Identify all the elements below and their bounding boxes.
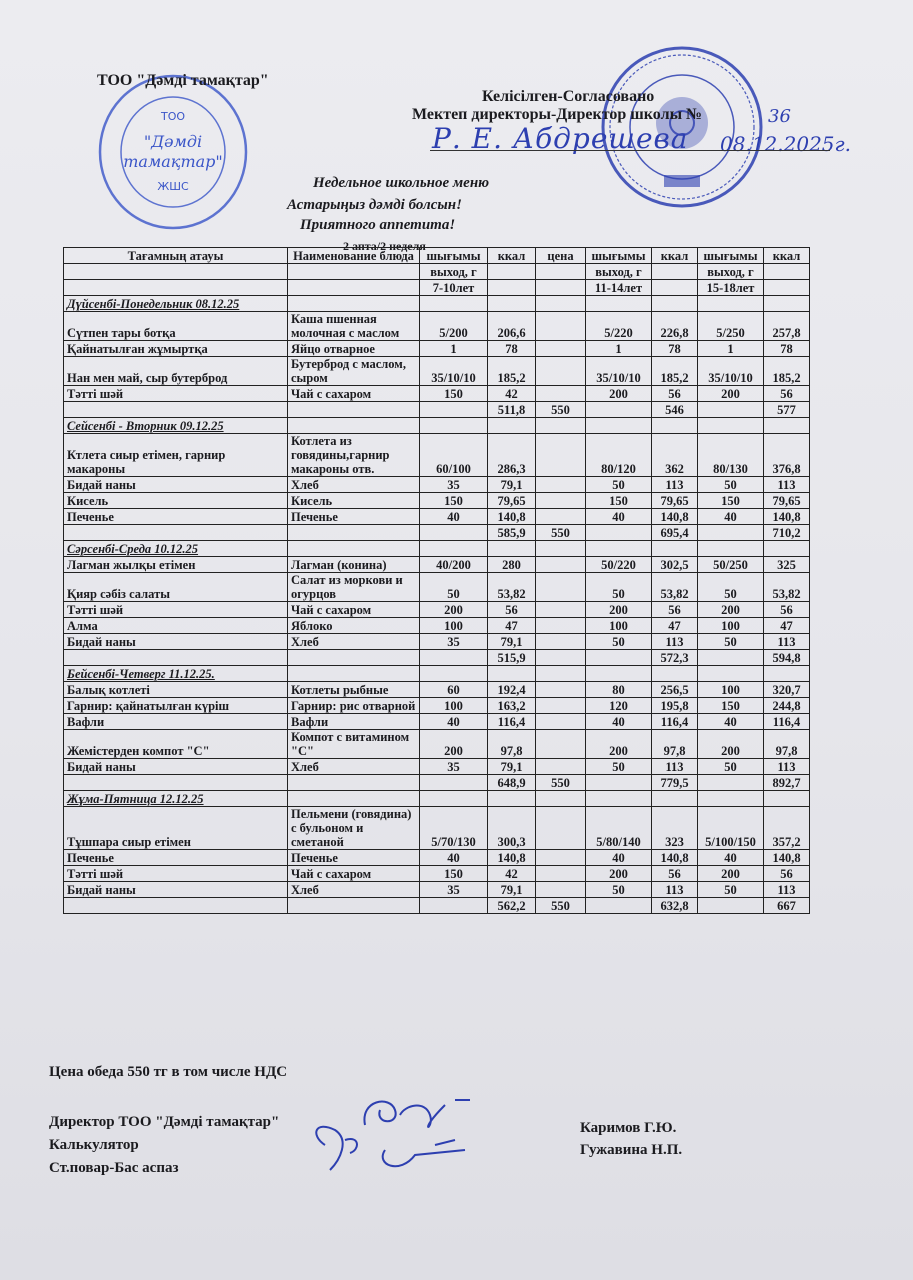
kcal-15-18: 113 (764, 634, 810, 650)
output-7-10: 150 (420, 866, 488, 882)
wish-kz: Астарыңыз дәмді болсын! (287, 197, 462, 213)
stamp-name-1: "Дәмді (143, 132, 203, 151)
kcal-15-18: 113 (764, 882, 810, 898)
header-kcal-2: ккал (652, 248, 698, 264)
header-out-1: шығымы (420, 248, 488, 264)
price-cell (536, 557, 586, 573)
output-7-10: 60/100 (420, 434, 488, 477)
output-7-10: 150 (420, 386, 488, 402)
total-row (64, 775, 810, 791)
kcal-11-14: 79,65 (652, 493, 698, 509)
menu-item-row (64, 493, 810, 509)
output-11-14: 40 (586, 509, 652, 525)
stamp-bottom-text: ЖШС (157, 180, 189, 193)
output-15-18: 40 (698, 850, 764, 866)
kcal-15-18: 113 (764, 759, 810, 775)
total-kcal-15-18: 710,2 (764, 525, 810, 541)
total-kcal-11-14: 546 (652, 402, 698, 418)
signature-line (430, 150, 830, 151)
total-kcal-15-18: 594,8 (764, 650, 810, 666)
day-title: Бейсенбі-Четверг 11.12.25. (64, 666, 288, 682)
kcal-7-10: 97,8 (488, 730, 536, 759)
dish-name-kz: Гарнир: қайнатылған күріш (64, 698, 288, 714)
dish-name-ru: Гарнир: рис отварной (288, 698, 420, 714)
total-row (64, 898, 810, 914)
menu-item-row (64, 341, 810, 357)
dish-name-ru: Яйцо отварное (288, 341, 420, 357)
kcal-7-10: 79,1 (488, 634, 536, 650)
dish-name-kz: Лагман жылқы етімен (64, 557, 288, 573)
day-title: Сейсенбі - Вторник 09.12.25 (64, 418, 288, 434)
company-title: ТОО "Дәмді тамақтар" (97, 72, 269, 89)
kcal-11-14: 195,8 (652, 698, 698, 714)
price-cell (536, 341, 586, 357)
header-out-ru-3: выход, г (698, 264, 764, 280)
price-cell (536, 866, 586, 882)
output-7-10: 40/200 (420, 557, 488, 573)
kcal-15-18: 376,8 (764, 434, 810, 477)
menu-item-row (64, 866, 810, 882)
dish-name-ru: Печенье (288, 850, 420, 866)
kcal-15-18: 113 (764, 477, 810, 493)
kcal-15-18: 140,8 (764, 850, 810, 866)
kcal-15-18: 320,7 (764, 682, 810, 698)
kcal-11-14: 56 (652, 386, 698, 402)
dish-name-ru: Чай с сахаром (288, 602, 420, 618)
output-7-10: 35 (420, 634, 488, 650)
price-cell (536, 759, 586, 775)
output-15-18: 200 (698, 866, 764, 882)
output-11-14: 120 (586, 698, 652, 714)
output-15-18: 200 (698, 602, 764, 618)
chef-label: Ст.повар-Бас аспаз (49, 1160, 179, 1176)
output-15-18: 100 (698, 618, 764, 634)
kcal-15-18: 185,2 (764, 357, 810, 386)
approval-signature: Р. Е. Абдрешева (432, 122, 689, 155)
output-7-10: 1 (420, 341, 488, 357)
menu-item-row (64, 759, 810, 775)
kcal-7-10: 42 (488, 386, 536, 402)
kcal-7-10: 53,82 (488, 573, 536, 602)
kcal-7-10: 79,1 (488, 759, 536, 775)
header-col-kz: Тағамның атауы (64, 248, 288, 264)
output-11-14: 200 (586, 386, 652, 402)
day-row (64, 791, 810, 807)
kcal-7-10: 116,4 (488, 714, 536, 730)
menu-item-row (64, 477, 810, 493)
dish-name-kz: Тәтті шәй (64, 386, 288, 402)
total-kcal-11-14: 632,8 (652, 898, 698, 914)
dish-name-kz: Кисель (64, 493, 288, 509)
total-row (64, 402, 810, 418)
kcal-11-14: 256,5 (652, 682, 698, 698)
output-7-10: 35/10/10 (420, 357, 488, 386)
output-11-14: 80 (586, 682, 652, 698)
price-cell (536, 730, 586, 759)
output-7-10: 35 (420, 882, 488, 898)
kcal-11-14: 362 (652, 434, 698, 477)
output-15-18: 50 (698, 634, 764, 650)
kcal-7-10: 56 (488, 602, 536, 618)
dish-name-ru: Вафли (288, 714, 420, 730)
output-15-18: 50 (698, 882, 764, 898)
menu-title: Недельное школьное меню (313, 175, 490, 191)
kcal-11-14: 78 (652, 341, 698, 357)
output-7-10: 200 (420, 602, 488, 618)
kcal-15-18: 78 (764, 341, 810, 357)
header-out-3: шығымы (698, 248, 764, 264)
company-stamp (96, 72, 251, 232)
total-kcal-7-10: 562,2 (488, 898, 536, 914)
menu-item-row (64, 386, 810, 402)
menu-item-row (64, 312, 810, 341)
output-7-10: 35 (420, 477, 488, 493)
kcal-15-18: 244,8 (764, 698, 810, 714)
dish-name-kz: Тәтті шәй (64, 602, 288, 618)
school-number: 36 (768, 106, 791, 127)
kcal-11-14: 56 (652, 866, 698, 882)
output-11-14: 50 (586, 573, 652, 602)
dish-name-ru: Котлета из говядины,гарнир макароны отв. (288, 434, 420, 477)
dish-name-ru: Каша пшенная молочная с маслом (288, 312, 420, 341)
menu-table (63, 247, 810, 914)
price-cell (536, 634, 586, 650)
kcal-7-10: 78 (488, 341, 536, 357)
output-7-10: 100 (420, 698, 488, 714)
header-out-2: шығымы (586, 248, 652, 264)
header-age-3: 15-18лет (698, 280, 764, 296)
price-cell (536, 714, 586, 730)
menu-item-row (64, 573, 810, 602)
output-11-14: 40 (586, 850, 652, 866)
total-kcal-11-14: 695,4 (652, 525, 698, 541)
total-kcal-11-14: 572,3 (652, 650, 698, 666)
price-cell (536, 573, 586, 602)
output-15-18: 40 (698, 714, 764, 730)
output-7-10: 100 (420, 618, 488, 634)
menu-item-row (64, 682, 810, 698)
price-cell (536, 618, 586, 634)
kcal-11-14: 185,2 (652, 357, 698, 386)
total-price: 550 (536, 898, 586, 914)
dish-name-kz: Қайнатылған жұмыртқа (64, 341, 288, 357)
output-11-14: 35/10/10 (586, 357, 652, 386)
menu-item-row (64, 882, 810, 898)
output-15-18: 150 (698, 698, 764, 714)
dish-name-kz: Нан мен май, сыр бутерброд (64, 357, 288, 386)
day-row (64, 541, 810, 557)
day-title: Жұма-Пятница 12.12.25 (64, 791, 288, 807)
output-15-18: 5/250 (698, 312, 764, 341)
total-kcal-7-10: 585,9 (488, 525, 536, 541)
output-11-14: 50 (586, 759, 652, 775)
dish-name-kz: Ктлета сиыр етімен, гарнир макароны (64, 434, 288, 477)
kcal-15-18: 56 (764, 602, 810, 618)
total-price: 550 (536, 525, 586, 541)
dish-name-ru: Бутерброд с маслом, сыром (288, 357, 420, 386)
kcal-11-14: 140,8 (652, 509, 698, 525)
output-11-14: 5/220 (586, 312, 652, 341)
menu-item-row (64, 557, 810, 573)
dish-name-ru: Яблоко (288, 618, 420, 634)
header-kcal-1: ккал (488, 248, 536, 264)
output-11-14: 50/220 (586, 557, 652, 573)
kcal-11-14: 113 (652, 882, 698, 898)
output-15-18: 50 (698, 477, 764, 493)
kcal-7-10: 286,3 (488, 434, 536, 477)
output-15-18: 50 (698, 573, 764, 602)
kcal-15-18: 47 (764, 618, 810, 634)
price-cell (536, 807, 586, 850)
director-label: Директор ТОО "Дәмді тамақтар" (49, 1114, 280, 1130)
dish-name-ru: Печенье (288, 509, 420, 525)
menu-item-row (64, 357, 810, 386)
dish-name-ru: Хлеб (288, 634, 420, 650)
header-out-ru-2: выход, г (586, 264, 652, 280)
kcal-11-14: 56 (652, 602, 698, 618)
kcal-7-10: 42 (488, 866, 536, 882)
kcal-15-18: 79,65 (764, 493, 810, 509)
output-7-10: 50 (420, 573, 488, 602)
price-cell (536, 698, 586, 714)
kcal-15-18: 56 (764, 866, 810, 882)
dish-name-ru: Кисель (288, 493, 420, 509)
kcal-11-14: 113 (652, 477, 698, 493)
dish-name-ru: Чай с сахаром (288, 866, 420, 882)
menu-item-row (64, 618, 810, 634)
dish-name-kz: Бидай наны (64, 759, 288, 775)
week-label: 2 апта/2 неделя (343, 239, 426, 253)
kcal-11-14: 53,82 (652, 573, 698, 602)
calculator-name: Гужавина Н.П. (580, 1142, 683, 1158)
output-11-14: 50 (586, 882, 652, 898)
kcal-11-14: 323 (652, 807, 698, 850)
kcal-7-10: 185,2 (488, 357, 536, 386)
dish-name-kz: Алма (64, 618, 288, 634)
menu-item-row (64, 807, 810, 850)
output-11-14: 200 (586, 730, 652, 759)
kcal-15-18: 97,8 (764, 730, 810, 759)
dish-name-kz: Тәтті шәй (64, 866, 288, 882)
output-11-14: 100 (586, 618, 652, 634)
dish-name-ru: Компот с витамином "С" (288, 730, 420, 759)
dish-name-kz: Балық котлеті (64, 682, 288, 698)
stamp-name-2: тамақтар" (123, 152, 223, 171)
output-15-18: 200 (698, 730, 764, 759)
kcal-7-10: 280 (488, 557, 536, 573)
dish-name-ru: Хлеб (288, 477, 420, 493)
kcal-7-10: 79,1 (488, 477, 536, 493)
total-kcal-15-18: 892,7 (764, 775, 810, 791)
dish-name-ru: Хлеб (288, 882, 420, 898)
kcal-15-18: 116,4 (764, 714, 810, 730)
output-7-10: 40 (420, 509, 488, 525)
menu-item-row (64, 434, 810, 477)
total-kcal-15-18: 667 (764, 898, 810, 914)
kcal-11-14: 116,4 (652, 714, 698, 730)
kcal-7-10: 163,2 (488, 698, 536, 714)
kcal-7-10: 206,6 (488, 312, 536, 341)
total-kcal-7-10: 515,9 (488, 650, 536, 666)
output-11-14: 200 (586, 602, 652, 618)
price-cell (536, 434, 586, 477)
director-line: Мектеп директоры-Директор школы № (412, 106, 703, 123)
header-col-ru: Наименование блюда (288, 248, 420, 264)
dish-name-ru: Салат из моркови и огурцов (288, 573, 420, 602)
dish-name-kz: Печенье (64, 850, 288, 866)
header-age-2: 11-14лет (586, 280, 652, 296)
kcal-15-18: 140,8 (764, 509, 810, 525)
output-15-18: 80/130 (698, 434, 764, 477)
kcal-11-14: 97,8 (652, 730, 698, 759)
menu-item-row (64, 602, 810, 618)
kcal-15-18: 56 (764, 386, 810, 402)
dish-name-ru: Лагман (конина) (288, 557, 420, 573)
price-note: Цена обеда 550 тг в том числе НДС (49, 1064, 288, 1080)
output-11-14: 40 (586, 714, 652, 730)
dish-name-kz: Бидай наны (64, 882, 288, 898)
dish-name-kz: Сүтпен тары ботқа (64, 312, 288, 341)
kcal-15-18: 325 (764, 557, 810, 573)
stamp-top-text: ТОО (160, 110, 186, 123)
dish-name-ru: Чай с сахаром (288, 386, 420, 402)
total-row (64, 650, 810, 666)
output-11-14: 80/120 (586, 434, 652, 477)
output-11-14: 150 (586, 493, 652, 509)
menu-item-row (64, 509, 810, 525)
price-cell (536, 850, 586, 866)
menu-item-row (64, 698, 810, 714)
kcal-11-14: 113 (652, 634, 698, 650)
day-title: Сәрсенбі-Среда 10.12.25 (64, 541, 288, 557)
output-15-18: 50 (698, 759, 764, 775)
dish-name-kz: Қияр сәбіз салаты (64, 573, 288, 602)
header-price: цена (536, 248, 586, 264)
kcal-7-10: 79,1 (488, 882, 536, 898)
output-15-18: 200 (698, 386, 764, 402)
output-7-10: 200 (420, 730, 488, 759)
menu-item-row (64, 634, 810, 650)
kcal-7-10: 79,65 (488, 493, 536, 509)
total-kcal-7-10: 648,9 (488, 775, 536, 791)
day-row (64, 418, 810, 434)
calculator-label: Калькулятор (49, 1137, 139, 1153)
total-price: 550 (536, 775, 586, 791)
wish-ru: Приятного аппетита! (300, 217, 456, 233)
menu-item-row (64, 730, 810, 759)
kcal-11-14: 226,8 (652, 312, 698, 341)
output-7-10: 5/70/130 (420, 807, 488, 850)
total-price (536, 650, 586, 666)
output-7-10: 60 (420, 682, 488, 698)
kcal-7-10: 47 (488, 618, 536, 634)
output-15-18: 150 (698, 493, 764, 509)
price-cell (536, 882, 586, 898)
total-price: 550 (536, 402, 586, 418)
kcal-7-10: 140,8 (488, 850, 536, 866)
price-cell (536, 477, 586, 493)
menu-item-row (64, 714, 810, 730)
price-cell (536, 312, 586, 341)
header-out-ru-1: выход, г (420, 264, 488, 280)
kcal-7-10: 300,3 (488, 807, 536, 850)
price-cell (536, 493, 586, 509)
approval-date: 08.12.2025г. (720, 132, 851, 156)
output-15-18: 1 (698, 341, 764, 357)
kcal-11-14: 140,8 (652, 850, 698, 866)
dish-name-kz: Бидай наны (64, 634, 288, 650)
total-row (64, 525, 810, 541)
header-row-2 (64, 264, 810, 280)
price-cell (536, 509, 586, 525)
output-15-18: 5/100/150 (698, 807, 764, 850)
kcal-11-14: 302,5 (652, 557, 698, 573)
footer-signature (305, 1095, 475, 1175)
dish-name-kz: Жемістерден компот "С" (64, 730, 288, 759)
output-7-10: 40 (420, 850, 488, 866)
output-11-14: 50 (586, 634, 652, 650)
menu-item-row (64, 850, 810, 866)
dish-name-kz: Тұшпара сиыр етімен (64, 807, 288, 850)
output-15-18: 100 (698, 682, 764, 698)
dish-name-kz: Печенье (64, 509, 288, 525)
total-kcal-7-10: 511,8 (488, 402, 536, 418)
price-cell (536, 357, 586, 386)
dish-name-kz: Вафли (64, 714, 288, 730)
header-row-3 (64, 280, 810, 296)
header-age-1: 7-10лет (420, 280, 488, 296)
director-name: Каримов Г.Ю. (580, 1120, 677, 1136)
output-11-14: 5/80/140 (586, 807, 652, 850)
price-cell (536, 682, 586, 698)
kcal-11-14: 47 (652, 618, 698, 634)
kcal-11-14: 113 (652, 759, 698, 775)
kcal-7-10: 140,8 (488, 509, 536, 525)
kcal-15-18: 53,82 (764, 573, 810, 602)
kcal-7-10: 192,4 (488, 682, 536, 698)
price-cell (536, 386, 586, 402)
kcal-15-18: 257,8 (764, 312, 810, 341)
output-11-14: 50 (586, 477, 652, 493)
total-kcal-11-14: 779,5 (652, 775, 698, 791)
output-15-18: 40 (698, 509, 764, 525)
price-cell (536, 602, 586, 618)
header-row-1 (64, 248, 810, 264)
day-row (64, 296, 810, 312)
output-7-10: 150 (420, 493, 488, 509)
output-7-10: 35 (420, 759, 488, 775)
kcal-15-18: 357,2 (764, 807, 810, 850)
output-15-18: 50/250 (698, 557, 764, 573)
header-kcal-3: ккал (764, 248, 810, 264)
output-11-14: 200 (586, 866, 652, 882)
output-11-14: 1 (586, 341, 652, 357)
day-row (64, 666, 810, 682)
agreed-label: Келісілген-Согласовано (482, 88, 655, 105)
dish-name-ru: Хлеб (288, 759, 420, 775)
output-7-10: 40 (420, 714, 488, 730)
day-title: Дүйсенбі-Понедельник 08.12.25 (64, 296, 288, 312)
dish-name-kz: Бидай наны (64, 477, 288, 493)
dish-name-ru: Пельмени (говядина) с бульоном и сметаной (288, 807, 420, 850)
total-kcal-15-18: 577 (764, 402, 810, 418)
output-7-10: 5/200 (420, 312, 488, 341)
dish-name-ru: Котлеты рыбные (288, 682, 420, 698)
output-15-18: 35/10/10 (698, 357, 764, 386)
